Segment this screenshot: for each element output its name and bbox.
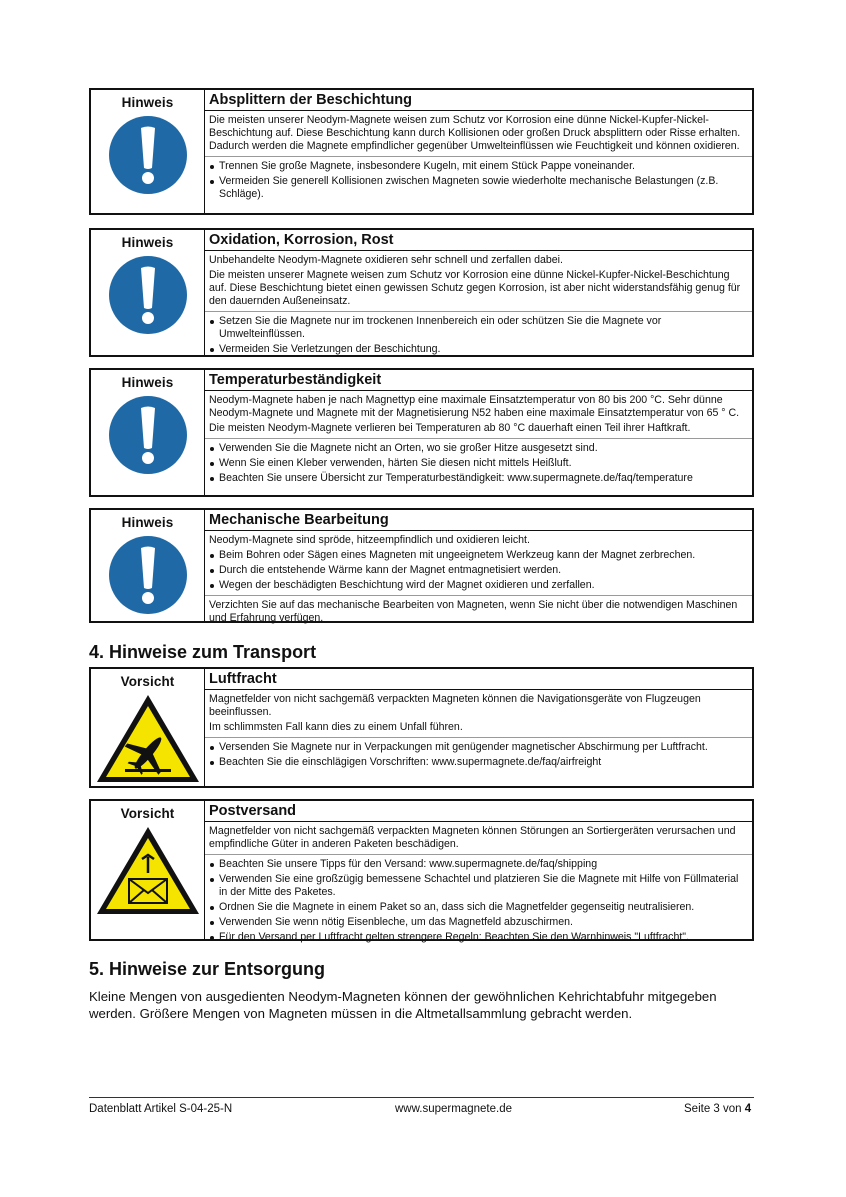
notice-box [89,667,754,788]
notice-bullet-item: Wegen der beschädigten Beschichtung wird der Magnet oxidieren und zerfallen. [209,579,746,592]
notice-bullet-item: Versenden Sie Magnete nur in Verpackungen mit genügender magnetischer Abschirmung per Luftfracht. [209,741,746,754]
notice-bullet-item: Trennen Sie große Magnete, insbesondere Kugeln, mit einem Stück Pappe voneinander. [209,160,746,173]
notice-icon-column [91,370,205,495]
mandatory-exclamation-icon [108,395,188,475]
footer-divider [89,1097,754,1098]
envelope-warning-icon [95,823,201,917]
notice-content [205,90,752,213]
notice-icon-column [91,90,205,213]
footer-center: www.supermagnete.de [395,1103,512,1115]
notice-title: Luftfracht [205,669,752,690]
notice-paragraph: Verzichten Sie auf das mechanische Bearbeiten von Magneten, wenn Sie nicht über die notwendigen Maschinen und Erfahrung verfügen. [209,599,738,624]
notice-box [89,799,754,941]
section-heading-transport: 4. Hinweise zum Transport [89,642,317,662]
notice-paragraph: Die meisten Neodym-Magnete verlieren bei Temperaturen ab 80 °C dauerhaft einen Teil ihrer Haftkraft. [209,422,691,434]
notice-title: Temperaturbeständigkeit [205,370,752,391]
notice-bullet-item: Für den Versand per Luftfracht gelten strengere Regeln: Beachten Sie den Warnhinweis "Luftfracht". [209,931,746,944]
notice-content [205,669,752,786]
notice-bullet-item: Vermeiden Sie Verletzungen der Beschichtung. [209,343,746,356]
notice-bullet-item: Verwenden Sie die Magnete nicht an Orten, wo sie großer Hitze ausgesetzt sind. [209,442,746,455]
notice-paragraph: Die meisten unserer Magnete weisen zum Schutz vor Korrosion eine dünne Nickel-Kupfer-Nickel-Beschichtung auf. Diese Beschichtung bietet einen gewissen Schutz gegen Korrosion, ist aber nicht widerstandsfähig genug für den dauernden Außeneinsatz. [209,269,741,307]
mandatory-exclamation-icon [108,535,188,615]
notice-content [205,230,752,355]
notice-section [205,855,752,947]
notice-bullet-item: Beachten Sie unsere Tipps für den Versand: www.supermagnete.de/faq/shipping [209,858,746,871]
notice-title: Mechanische Bearbeitung [205,510,752,531]
notice-badge: Vorsicht [120,806,175,821]
notice-section [205,111,752,157]
notice-badge: Hinweis [121,375,174,390]
notice-section [205,531,752,596]
notice-section [205,391,752,439]
section-heading-disposal: 5. Hinweise zur Entsorgung [89,959,326,979]
notice-bullet-item: Wenn Sie einen Kleber verwenden, härten Sie diesen nicht mittels Heißluft. [209,457,746,470]
notice-bullet-item: Ordnen Sie die Magnete in einem Paket so an, dass sich die Magnetfelder gegenseitig neutralisieren. [209,901,746,914]
notice-bullet-item: Beachten Sie unsere Übersicht zur Temperaturbeständigkeit: www.supermagnete.de/faq/temperature [209,472,746,485]
notice-section [205,596,752,628]
notice-paragraph: Neodym-Magnete sind spröde, hitzeempfindlich und oxidieren leicht. [209,534,530,546]
notice-bullet-item: Durch die entstehende Wärme kann der Magnet entmagnetisiert werden. [209,564,746,577]
notice-section [205,312,752,359]
notice-paragraph: Magnetfelder von nicht sachgemäß verpackten Magneten können die Navigationsgeräte von Flugzeugen beeinflussen. [209,693,701,718]
notice-bullet-item: Verwenden Sie wenn nötig Eisenbleche, um das Magnetfeld abzuschirmen. [209,916,746,929]
notice-badge: Vorsicht [120,674,175,689]
notice-paragraph: Neodym-Magnete haben je nach Magnettyp eine maximale Einsatztemperatur von 80 bis 200 °C. Sehr dünne Neodym-Magnete und Magnete mit der Magnetisierung N52 haben eine maximale Einsatztemperatur von 65 ° C. [209,394,740,419]
footer-page-label: Seite 3 von [684,1103,745,1115]
notice-section [205,738,752,772]
footer-page [684,1103,751,1115]
notice-icon-column [91,230,205,355]
airplane-warning-icon [95,691,201,785]
notice-title: Postversand [205,801,752,822]
notice-section [205,439,752,488]
notice-section [205,251,752,312]
footer-left: Datenblatt Artikel S-04-25-N [89,1103,233,1115]
notice-bullet-item: Vermeiden Sie generell Kollisionen zwischen Magneten sowie wiederholte mechanische Belastungen (z.B. Schläge). [209,175,746,201]
notice-paragraph: Unbehandelte Neodym-Magnete oxidieren sehr schnell und zerfallen dabei. [209,254,563,266]
notice-content [205,510,752,624]
notice-content [205,370,752,495]
notice-title: Absplittern der Beschichtung [205,90,752,111]
notice-box [89,508,754,623]
disposal-text: Kleine Mengen von ausgedienten Neodym-Magneten können der gewöhnlichen Kehrichtabfuhr mitgegeben werden. Größere Mengen von Magneten müssen in die Altmetallsammlung gebracht werden. [89,989,717,1021]
notice-badge: Hinweis [121,235,174,250]
notice-icon-column [91,510,205,621]
notice-section [205,822,752,855]
notice-box [89,88,754,215]
notice-icon-column [91,669,205,786]
notice-content [205,801,752,943]
notice-box [89,228,754,357]
notice-bullet-item: Verwenden Sie eine großzügig bemessene Schachtel und platzieren Sie die Magnete mit Hilfe von Füllmaterial in der Mitte des Paketes. [209,873,746,899]
mandatory-exclamation-icon [108,115,188,195]
notice-box [89,368,754,497]
notice-bullet-item: Setzen Sie die Magnete nur im trockenen Innenbereich ein oder schützen Sie die Magnete vor Umwelteinflüssen. [209,315,746,341]
notice-paragraph: Magnetfelder von nicht sachgemäß verpackten Magneten können Störungen an Sortiergeräten verursachen und empfindliche Güter in anderen Paketen beschädigen. [209,825,736,850]
notice-bullet-item: Beim Bohren oder Sägen eines Magneten mit ungeeignetem Werkzeug kann der Magnet zerbrechen. [209,549,746,562]
mandatory-exclamation-icon [108,255,188,335]
notice-badge: Hinweis [121,95,174,110]
notice-section [205,690,752,738]
notice-icon-column [91,801,205,939]
notice-paragraph: Die meisten unserer Neodym-Magnete weisen zum Schutz vor Korrosion eine dünne Nickel-Kupfer-Nickel-Beschichtung auf. Diese Beschichtung kann durch Kollisionen oder großen Druck absplittern oder Risse erhalten. Dadurch werden die Magnete empfindlicher gegenüber Umwelteinflüssen wie Feuchtigkeit und können oxidieren. [209,114,741,152]
notice-bullet-item: Beachten Sie die einschlägigen Vorschriften: www.supermagnete.de/faq/airfreight [209,756,746,769]
notice-paragraph: Im schlimmsten Fall kann dies zu einem Unfall führen. [209,721,463,733]
notice-section [205,157,752,204]
notice-title: Oxidation, Korrosion, Rost [205,230,752,251]
notice-badge: Hinweis [121,515,174,530]
footer-page-total: 4 [744,1103,752,1115]
